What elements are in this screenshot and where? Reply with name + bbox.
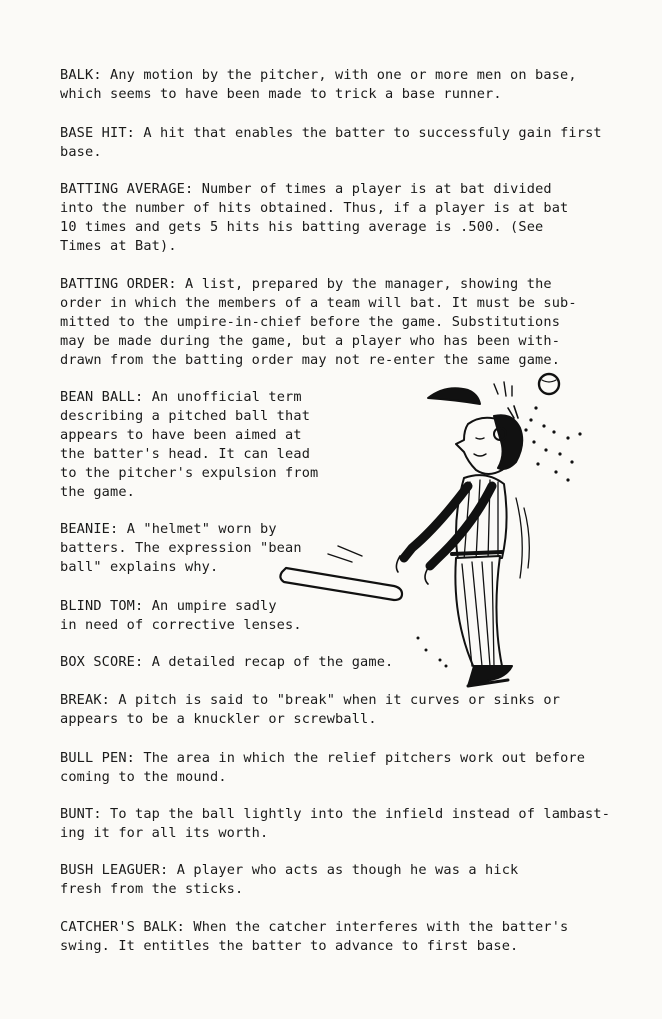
- entry-term: CATCHER'S BALK:: [60, 919, 186, 935]
- entry-term: BASE HIT:: [60, 125, 136, 141]
- entry-term: BUSH LEAGUER:: [60, 862, 169, 878]
- entry-term: BATTING ORDER:: [60, 276, 177, 292]
- entry-definition: A "helmet" worn by batters. The expression "bean ball" explains why.: [60, 521, 302, 575]
- batter-head: [456, 406, 522, 474]
- entry-definition: A list, prepared by the manager, showing the order in which the members of a team will bat. It must be sub- mitted to the umpire-in-chief before the game. Substitutions may be made during the game, but a player who has been with- drawn from the batting order may not re-enter the same game.: [60, 276, 577, 368]
- entry-term: BUNT:: [60, 806, 102, 822]
- entry-definition: To tap the ball lightly into the infield instead of lambast- ing it for all its worth.: [60, 806, 611, 841]
- entry-definition: A pitch is said to "break" when it curves or sinks or appears to be a knuckler or screwball.: [60, 692, 561, 727]
- entry-term: BEAN BALL:: [60, 389, 144, 405]
- entry-base-hit: [60, 124, 602, 162]
- entry-definition: The area in which the relief pitchers work out before coming to the mound.: [60, 750, 586, 785]
- entry-catchers-balk: [60, 918, 568, 956]
- entry-definition: Number of times a player is at bat divided into the number of hits obtained. Thus, if a player is at bat 10 times and gets 5 hits his batting average is .500. (See Times at Bat).: [60, 181, 569, 254]
- entry-bull-pen: [60, 749, 585, 787]
- entry-definition: When the catcher interferes with the batter's swing. It entitles the batter to advance to first base.: [60, 919, 569, 954]
- batter-illustration: [268, 368, 598, 708]
- entry-blind-tom: [60, 597, 302, 635]
- entry-balk: [60, 66, 577, 104]
- bat-icon: [280, 546, 402, 600]
- entry-bunt: [60, 805, 610, 843]
- batter-body: [396, 475, 529, 686]
- entry-term: BATTING AVERAGE:: [60, 181, 194, 197]
- entry-definition: A hit that enables the batter to successfuly gain first base.: [60, 125, 602, 160]
- entry-term: BREAK:: [60, 692, 111, 708]
- ball-trajectory: [524, 406, 581, 481]
- entry-definition: An unofficial term describing a pitched ball that appears to have been aimed at the batter's head. It can lead to the pitcher's expulsion from the game.: [60, 389, 319, 500]
- entry-term: BALK:: [60, 67, 102, 83]
- entry-definition: A player who acts as though he was a hick fresh from the sticks.: [60, 862, 519, 897]
- entry-batting-average: [60, 180, 568, 256]
- entry-definition: Any motion by the pitcher, with one or more men on base, which seems to have been made to trick a base runner.: [60, 67, 577, 102]
- entry-bush-leaguer: [60, 861, 518, 899]
- entry-definition: A detailed recap of the game.: [151, 654, 394, 670]
- entry-definition: An umpire sadly in need of corrective lenses.: [60, 598, 302, 633]
- entry-term: BOX SCORE:: [60, 654, 144, 670]
- entry-beanie: [60, 520, 302, 577]
- entry-term: BULL PEN:: [60, 750, 136, 766]
- entry-term: BLIND TOM:: [60, 598, 144, 614]
- entry-term: BEANIE:: [60, 521, 119, 537]
- entry-batting-order: [60, 275, 577, 370]
- cap-icon: [428, 382, 512, 404]
- baseball-icon: [539, 374, 559, 394]
